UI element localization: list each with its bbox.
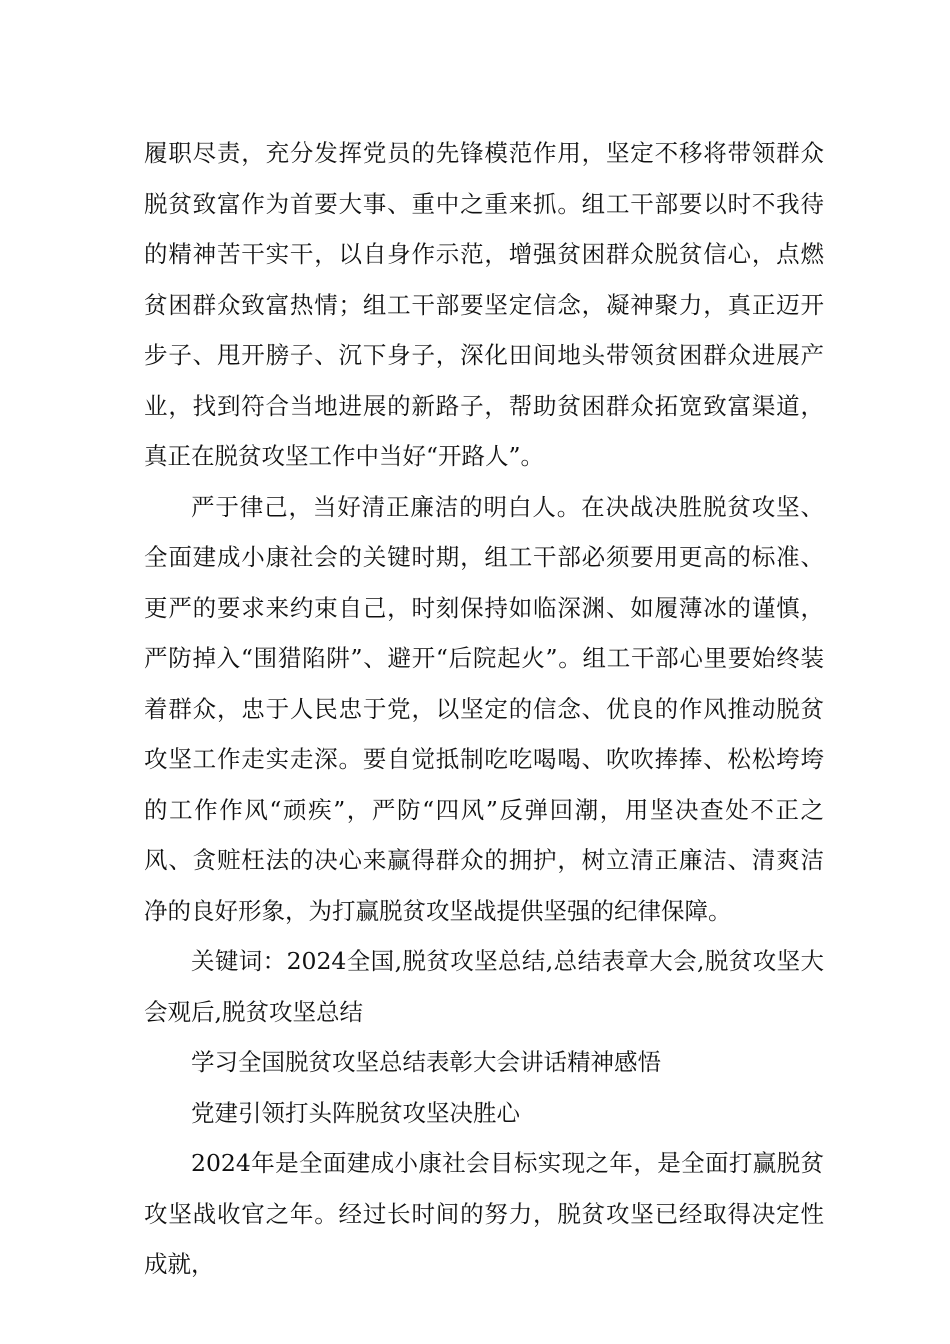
paragraph-keywords: 关键词：2024全国,脱贫攻坚总结,总结表章大会,脱贫攻坚大会观后,脱贫攻坚总结	[144, 947, 824, 1026]
section-title: 学习全国脱贫攻坚总结表彰大会讲话精神感悟	[191, 1048, 661, 1076]
document-body	[144, 128, 824, 1290]
paragraph-duties: 履职尽责，充分发挥党员的先锋模范作用，坚定不移将带领群众脱贫致富作为首要大事、重中之重来抓。组工干部要以时不我待的精神苦干实干，以自身作示范，增强贫困群众脱贫信心，点燃贫困群众致富热情；组工干部要坚定信念，凝神聚力，真正迈开步子、甩开膀子、沉下身子，深化田间地头带领贫困群众进展产业，找到符合当地进展的新路子，帮助贫困群众拓宽致富渠道，真正在脱贫攻坚工作中当好“开路人”。	[144, 139, 824, 470]
section-subtitle: 党建引领打头阵脱贫攻坚决胜心	[191, 1098, 520, 1127]
paragraph-2024-intro: 2024年是全面建成小康社会目标实现之年，是全面打赢脱贫攻坚战收官之年。经过长时间的努力，脱贫攻坚已经取得决定性成就，	[144, 1149, 824, 1278]
paragraph-self-discipline: 严于律己，当好清正廉洁的明白人。在决战决胜脱贫攻坚、全面建成小康社会的关键时期，组工干部必须要用更高的标准、更严的要求来约束自己，时刻保持如临深渊、如履薄冰的谨慎，严防掉入“围猎陷阱”、避开“后院起火”。组工干部心里要始终装着群众，忠于人民忠于党，以坚定的信念、优良的作风推动脱贫攻坚工作走实走深。要自觉抵制吃吃喝喝、吹吹捧捧、松松垮垮的工作作风“顽疾”，严防“四风”反弹回潮，用坚决查处不正之风、贪赃枉法的决心来赢得群众的拥护，树立清正廉洁、清爽洁净的良好形象，为打赢脱贫攻坚战提供坚强的纪律保障。	[144, 492, 824, 925]
